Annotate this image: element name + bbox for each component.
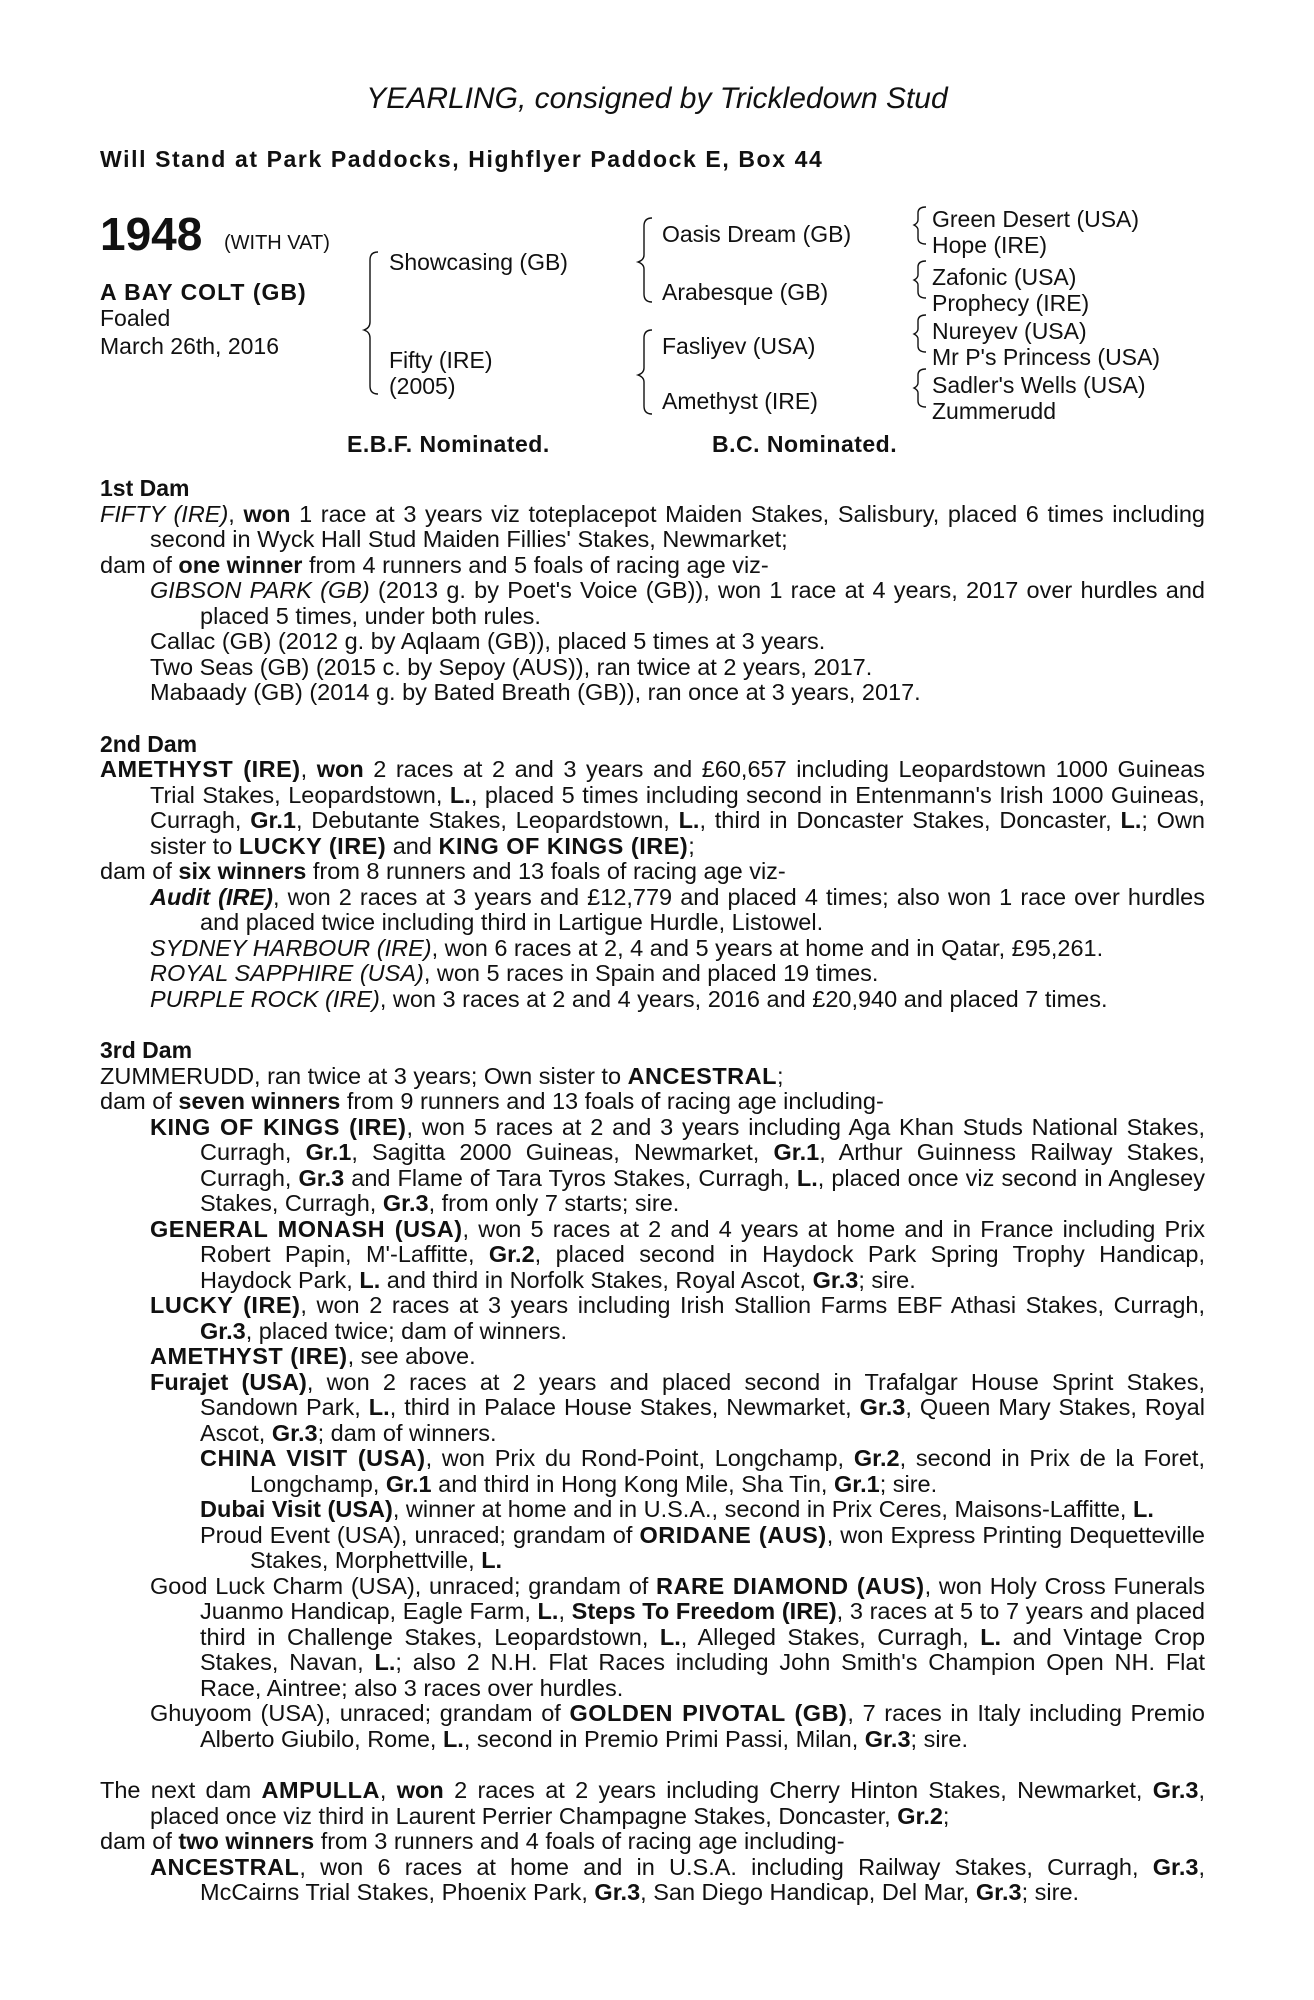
second-dam-record: AMETHYST (IRE), won 2 races at 2 and 3 years and £60,657 including Leopardstown 1000 Guineas Trial Stakes, Leopardstown, L., placed 5 times including second in Entenmann's Irish 1000 Guineas, Curragh, Gr.1, Debutante Stakes, Leopardstown, L., third in Doncaster Stakes, Doncaster, L.; Own sister to LUCKY (IRE) and KING OF KINGS (IRE); bbox=[100, 756, 1206, 859]
pedigree-dam: Fifty (IRE) bbox=[389, 347, 493, 373]
foaled-label: Foaled bbox=[100, 305, 171, 331]
offspring-royal-sapphire: ROYAL SAPPHIRE (USA), won 5 races in Spain and placed 19 times. bbox=[150, 960, 879, 986]
offspring-audit: Audit (IRE), won 2 races at 3 years and £12,779 and placed 4 times; also won 1 race over hurdles and placed twice including third in Lartigue Hurdle, Listowel. bbox=[150, 883, 1206, 935]
lot-number: 1948 bbox=[100, 208, 203, 260]
pedigree-dam-sire: Fasliyev (USA) bbox=[662, 333, 816, 359]
dam-name: FIFTY (IRE) bbox=[100, 500, 229, 527]
pedigree-g4: Prophecy (IRE) bbox=[932, 290, 1090, 316]
first-dam-record: FIFTY (IRE), won 1 race at 3 years viz toteplacepot Maiden Stakes, Salisbury, placed 6 times including second in Wyck Hall Stud Maiden Fillies' Stakes, Newmarket; bbox=[100, 500, 1205, 552]
pedigree-sire: Showcasing (GB) bbox=[389, 249, 568, 275]
bracket-g78 bbox=[914, 369, 926, 407]
pedigree-sire-dam: Arabesque (GB) bbox=[662, 279, 829, 305]
next-dam-record: The next dam AMPULLA, won 2 races at 2 years including Cherry Hinton Stakes, Newmarket, Gr.3, placed once viz third in Laurent Perrier Champagne Stakes, Doncaster, Gr.2; bbox=[100, 1777, 1205, 1829]
third-dam-produce-summary: dam of seven winners from 9 runners and 13 foals of racing age including- bbox=[100, 1088, 884, 1114]
offspring-sydney-harbour: SYDNEY HARBOUR (IRE), won 6 races at 2, 4 and 5 years at home and in Qatar, £95,261. bbox=[150, 934, 1104, 961]
offspring-general-monash: GENERAL MONASH (USA), won 5 races at 2 and 4 years at home and in France including Prix Robert Papin, M'-Laffitte, Gr.2, placed second in Haydock Park Spring Trophy Handicap, Haydock Park, L. and third in Norfolk Stakes, Royal Ascot, Gr.3; sire. bbox=[150, 1215, 1206, 1293]
catalogue-body bbox=[100, 476, 1205, 1906]
pedigree-g6: Mr P's Princess (USA) bbox=[932, 344, 1161, 370]
offspring-furajet: Furajet (USA), won 2 races at 2 years and placed second in Trafalgar House Sprint Stakes, Sandown Park, L., third in Palace House Stakes, Newmarket, Gr.3, Queen Mary Stakes, Royal Ascot, Gr.3; dam of winners. bbox=[150, 1368, 1205, 1446]
pedigree-g7: Sadler's Wells (USA) bbox=[932, 372, 1146, 398]
offspring-amethyst: AMETHYST (IRE), see above. bbox=[150, 1343, 476, 1369]
first-dam-produce-summary: dam of one winner from 4 runners and 5 foals of racing age viz- bbox=[100, 551, 769, 578]
second-dam-produce-summary: dam of six winners from 8 runners and 13 foals of racing age viz- bbox=[100, 858, 786, 884]
bracket-g56 bbox=[914, 315, 926, 352]
pedigree-g2: Hope (IRE) bbox=[932, 232, 1048, 258]
pedigree-dam-year: (2005) bbox=[389, 373, 456, 399]
bracket-sire-line bbox=[638, 218, 652, 302]
offspring-ghuyoom: Ghuyoom (USA), unraced; grandam of GOLDEN PIVOTAL (GB), 7 races in Italy including Premio Alberto Giubilo, Rome, L., second in Premio Primi Passi, Milan, Gr.3; sire. bbox=[150, 1700, 1205, 1752]
pedigree-sire-sire: Oasis Dream (GB) bbox=[662, 221, 852, 247]
first-dam-heading: 1st Dam bbox=[100, 475, 190, 501]
offspring-mabaady: Mabaady (GB) (2014 g. by Bated Breath (GB)), ran once at 3 years, 2017. bbox=[150, 679, 921, 705]
bracket-g12 bbox=[914, 207, 926, 244]
offspring-two-seas: Two Seas (GB) (2015 c. by Sepoy (AUS)), ran twice at 2 years, 2017. bbox=[150, 653, 873, 680]
ebf-nominated: E.B.F. Nominated. bbox=[347, 431, 550, 457]
third-dam-record: ZUMMERUDD, ran twice at 3 years; Own sister to ANCESTRAL; bbox=[100, 1062, 784, 1089]
pedigree-g1: Green Desert (USA) bbox=[932, 206, 1140, 232]
offspring-ancestral: ANCESTRAL, won 6 races at home and in U.S.A. including Railway Stakes, Curragh, Gr.3, McCairns Trial Stakes, Phoenix Park, Gr.3, San Diego Handicap, Del Mar, Gr.3; sire. bbox=[150, 1853, 1205, 1905]
catalogue-title: YEARLING, consigned by Trickledown Stud bbox=[366, 82, 948, 115]
vat-note: (WITH VAT) bbox=[224, 232, 330, 254]
offspring-king-of-kings: KING OF KINGS (IRE), won 5 races at 2 and 3 years including Aga Khan Studs National Stakes, Curragh, Gr.1, Sagitta 2000 Guineas, Newmarket, Gr.1, Arthur Guinness Railway Stakes, Curragh, Gr.3 and Flame of Tara Tyros Stakes, Curragh, L., placed once viz second in Anglesey Stakes, Curragh, Gr.3, from only 7 starts; sire. bbox=[150, 1113, 1205, 1216]
pedigree-dam-dam: Amethyst (IRE) bbox=[662, 388, 818, 414]
pedigree-g5: Nureyev (USA) bbox=[932, 318, 1087, 344]
offspring-china-visit: CHINA VISIT (USA), won Prix du Rond-Point, Longchamp, Gr.2, second in Prix de la Foret, Longchamp, Gr.1 and third in Hong Kong Mile, Sha Tin, Gr.1; sire. bbox=[200, 1445, 1205, 1497]
bracket-dam-line bbox=[638, 330, 652, 414]
offspring-purple-rock: PURPLE ROCK (IRE), won 3 races at 2 and 4 years, 2016 and £20,940 and placed 7 times. bbox=[150, 985, 1108, 1012]
offspring-callac: Callac (GB) (2012 g. by Aqlaam (GB)), placed 5 times at 3 years. bbox=[150, 628, 826, 654]
pedigree-g3: Zafonic (USA) bbox=[932, 264, 1077, 290]
bc-nominated: B.C. Nominated. bbox=[712, 431, 898, 457]
offspring-dubai-visit: Dubai Visit (USA), winner at home and in U.S.A., second in Prix Ceres, Maisons-Laffitte, L. bbox=[200, 1496, 1154, 1522]
lot-description: A BAY COLT (GB) bbox=[100, 279, 307, 305]
offspring-gibson-park: GIBSON PARK (GB) (2013 g. by Poet's Voice (GB)), won 1 race at 4 years, 2017 over hurdles and placed 5 times, under both rules. bbox=[150, 577, 1205, 629]
offspring-good-luck-charm: Good Luck Charm (USA), unraced; grandam of RARE DIAMOND (AUS), won Holy Cross Funerals Juanmo Handicap, Eagle Farm, L., Steps To Freedom (IRE), 3 races at 5 to 7 years and placed third in Challenge Stakes, Leopardstown, L., Alleged Stakes, Curragh, L. and Vintage Crop Stakes, Navan, L.; also 2 N.H. Flat Races including John Smith's Champion Open NH. Flat Race, Aintree; also 3 races over hurdles. bbox=[150, 1572, 1206, 1701]
bracket-sire-dam bbox=[364, 252, 378, 394]
third-dam-heading: 3rd Dam bbox=[100, 1037, 193, 1063]
next-dam-produce-summary: dam of two winners from 3 runners and 4 foals of racing age including- bbox=[100, 1828, 845, 1854]
pedigree-brackets bbox=[0, 0, 1, 1]
stand-location: Will Stand at Park Paddocks, Highflyer Paddock E, Box 44 bbox=[100, 146, 824, 172]
bracket-g34 bbox=[914, 261, 926, 298]
second-dam-heading: 2nd Dam bbox=[100, 730, 198, 757]
pedigree-g8: Zummerudd bbox=[932, 398, 1056, 424]
offspring-lucky: LUCKY (IRE), won 2 races at 3 years including Irish Stallion Farms EBF Athasi Stakes, Curragh, Gr.3, placed twice; dam of winners. bbox=[150, 1292, 1206, 1344]
offspring-proud-event: Proud Event (USA), unraced; grandam of ORIDANE (AUS), won Express Printing Dequetteville Stakes, Morphettville, L. bbox=[200, 1521, 1206, 1573]
won-label: won bbox=[243, 500, 291, 527]
foaled-date: March 26th, 2016 bbox=[100, 333, 280, 359]
